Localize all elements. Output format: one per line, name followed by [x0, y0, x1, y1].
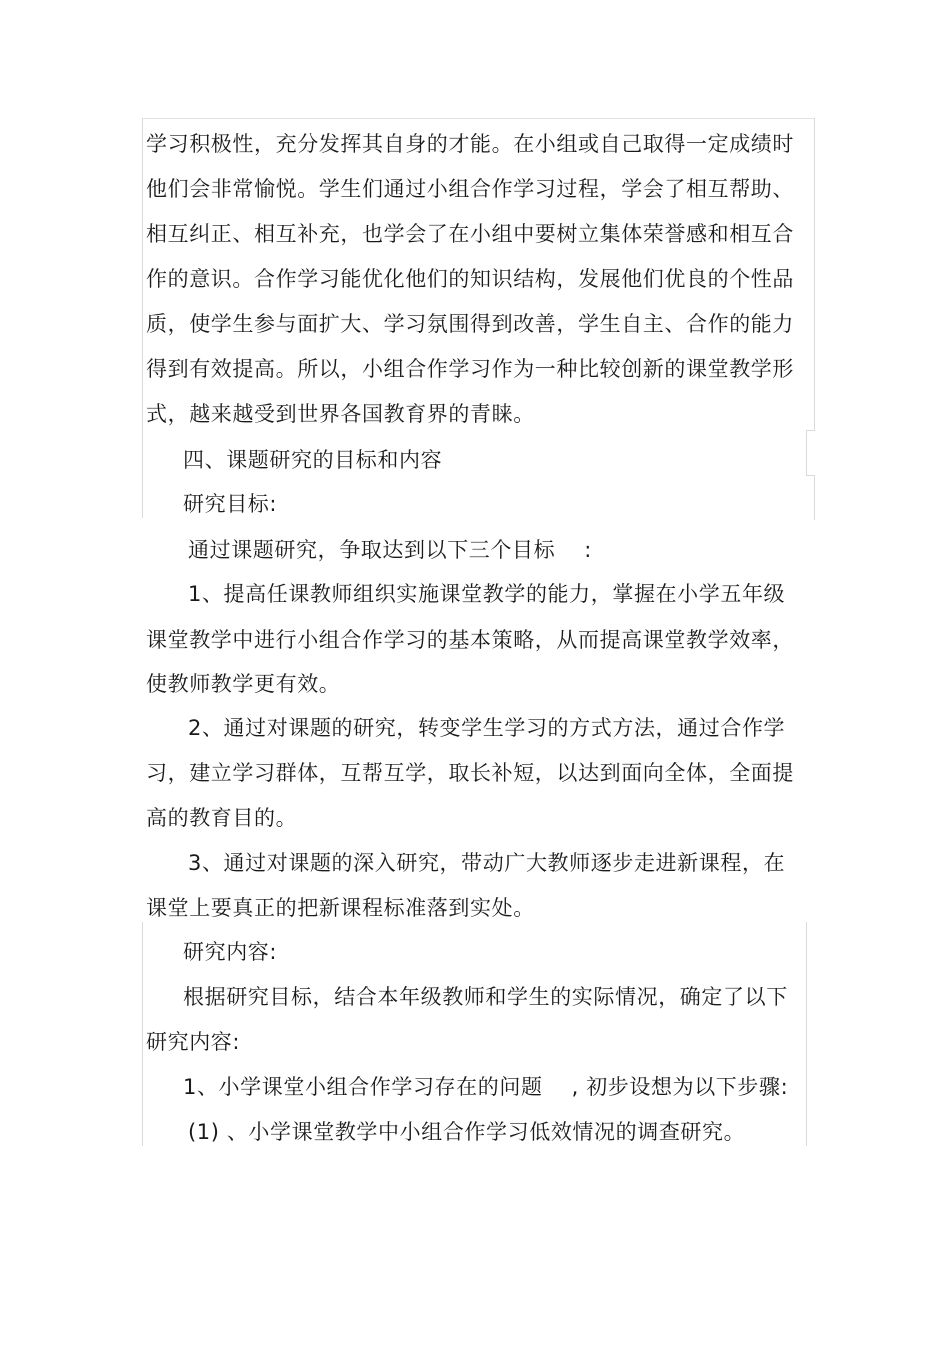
scan-edge-top — [142, 118, 814, 119]
goal-item-3: 3、通过对课题的深入研究，带动广大教师逐步走进新课程，在 — [188, 851, 786, 875]
paragraph-line: 质，使学生参与面扩大、学习氛围得到改善，学生自主、合作的能力 — [146, 312, 794, 336]
subheading-research-content: 研究内容: — [183, 940, 278, 964]
scan-edge-right-lower-2 — [806, 922, 807, 1146]
content-item-1: 1、小学课堂小组合作学习存在的问题 , 初步设想为以下步骤: — [183, 1075, 789, 1099]
goal-item-1: 1、提高任课教师组织实施课堂教学的能力，掌握在小学五年级 — [188, 582, 786, 606]
paragraph-line: 相互纠正、相互补充，也学会了在小组中要树立集体荣誉感和相互合 — [146, 222, 794, 246]
paragraph-line: 式，越来越受到世界各国教育界的青睐。 — [146, 402, 535, 426]
scan-edge-left-lower — [142, 922, 143, 1146]
scan-edge-right — [814, 118, 815, 430]
goal-item-2: 2、通过对课题的研究，转变学生学习的方式方法，通过合作学 — [188, 716, 786, 740]
paragraph-line: 得到有效提高。所以，小组合作学习作为一种比较创新的课堂教学形 — [146, 357, 794, 381]
paragraph-line: 高的教育目的。 — [146, 806, 298, 830]
paragraph-line: 习，建立学习群体，互帮互学，取长补短，以达到面向全体，全面提 — [146, 761, 794, 785]
content-subitem-1: (1) 、小学课堂教学中小组合作学习低效情况的调查研究。 — [188, 1120, 746, 1144]
paragraph-line: 学习积极性，充分发挥其自身的才能。在小组或自己取得一定成绩时 — [146, 132, 794, 156]
paragraph-line: 课堂上要真正的把新课程标准落到实处。 — [146, 896, 535, 920]
scan-edge-right-lower — [814, 476, 815, 520]
paragraph-line: 课堂教学中进行小组合作学习的基本策略，从而提高课堂教学效率， — [146, 628, 794, 652]
section-heading: 四、课题研究的目标和内容 — [183, 448, 443, 472]
paragraph-line: 通过课题研究，争取达到以下三个目标 : — [188, 538, 592, 562]
scan-edge-left — [142, 118, 143, 518]
paragraph-line: 根据研究目标，结合本年级教师和学生的实际情况，确定了以下 — [183, 985, 788, 1009]
paragraph-line: 作的意识。合作学习能优化他们的知识结构，发展他们优良的个性品 — [146, 267, 794, 291]
paragraph-line: 他们会非常愉悦。学生们通过小组合作学习过程，学会了相互帮助、 — [146, 177, 794, 201]
paragraph-line: 研究内容: — [146, 1030, 241, 1054]
scan-edge-notch — [806, 430, 815, 476]
subheading-research-goals: 研究目标: — [183, 492, 278, 516]
paragraph-line: 使教师教学更有效。 — [146, 672, 341, 696]
